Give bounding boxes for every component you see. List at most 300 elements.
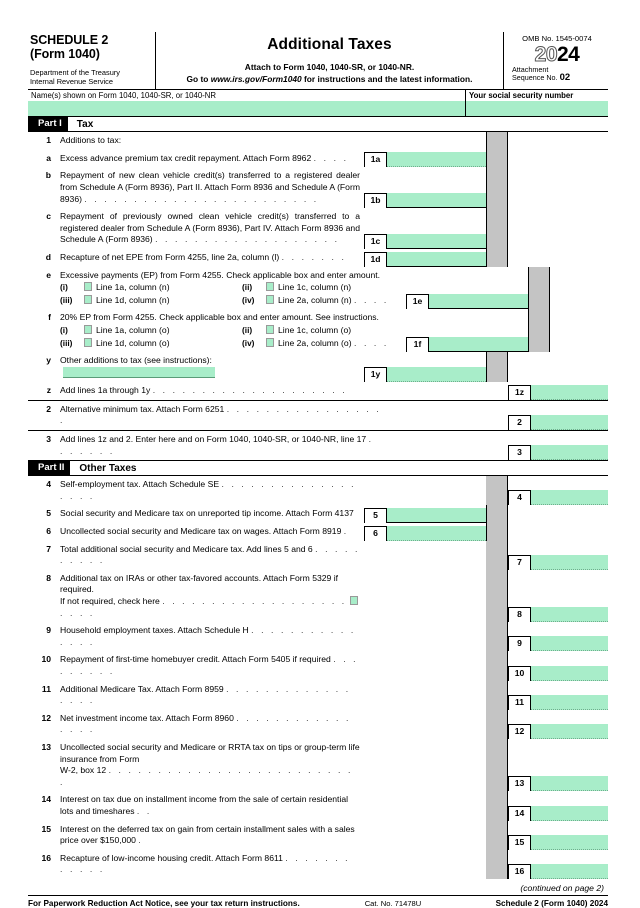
line-1b-outer-col: [508, 167, 608, 208]
leader-dots: .: [138, 835, 144, 846]
part-1-header: [28, 117, 608, 132]
option-i-label: Line 1a, column (n): [96, 282, 170, 293]
blank: [550, 337, 640, 352]
blank: [508, 152, 608, 167]
line-16-outer-col: [508, 850, 608, 879]
line-6-inner-col: [364, 523, 486, 541]
line-13-number: 13: [41, 741, 51, 752]
line-3-number: 3: [46, 434, 51, 445]
line-1b-inner-col: [364, 167, 486, 208]
line-8-outer-col: [508, 570, 608, 622]
line-8-amount-input[interactable]: [531, 607, 608, 622]
line-1z-amount-input[interactable]: [531, 385, 608, 400]
line-7-inner-col: [364, 541, 486, 570]
leader-dots: . . . . . . . . . .: [60, 543, 360, 566]
form-header: [28, 32, 608, 90]
line-4-amount-input[interactable]: [531, 490, 608, 505]
line-4-inner-col: [364, 476, 486, 505]
sequence-label: Sequence No.: [512, 73, 560, 83]
line-7-description-cell: [28, 541, 364, 570]
line-15-outer-col: [508, 821, 608, 850]
blank: [508, 252, 608, 267]
checkbox-icon[interactable]: [266, 325, 274, 334]
gray-band: [486, 476, 508, 505]
line-9-description-cell: [28, 622, 364, 651]
line-1a-box-label: 1a: [364, 152, 387, 167]
line-15-label: Interest on the deferred tax on gain from certain installment sales with a sales price over $150,000: [60, 823, 355, 846]
blank: [508, 193, 608, 208]
form-number: (Form 1040): [30, 46, 100, 61]
line-1e-options-row-2: [60, 295, 424, 307]
line-1y-outer-col: [508, 352, 608, 382]
line-14-inner-col: [364, 791, 486, 820]
line-15-number: 15: [41, 823, 51, 834]
gray-band: [486, 821, 508, 850]
line-9-label: Household employment taxes. Attach Schedule H: [60, 625, 249, 636]
footer-form-id: Schedule 2 (Form 1040) 2024: [495, 898, 608, 908]
table-row: [28, 523, 608, 541]
gray-band: [486, 523, 508, 541]
line-10-description-cell: [28, 651, 364, 680]
gray-band: [486, 850, 508, 879]
gray-band: [486, 541, 508, 570]
line-8-text: [60, 573, 360, 619]
table-row: [28, 681, 608, 710]
line-1z-text: [60, 385, 382, 397]
leader-dots: . . . . . . . . . . . . . . . . . . . .: [152, 385, 348, 396]
line-1z-description-cell: [28, 382, 386, 400]
line-9-inner-col: [364, 622, 486, 651]
table-row: [28, 622, 608, 651]
gray-band: [486, 570, 508, 622]
line-5-number: 5: [46, 508, 51, 519]
line-1z-label: Add lines 1a through 1y: [60, 385, 151, 396]
option-iv-label: Line 2a, column (o): [278, 337, 352, 348]
checkbox-icon[interactable]: [266, 338, 274, 347]
line-15-text: [60, 824, 360, 847]
schedule-title: [30, 34, 149, 61]
line-1y-description-cell: [28, 352, 364, 382]
table-row: [28, 739, 608, 791]
part-1-title: Tax: [76, 118, 94, 130]
line-12-box-label: 12: [508, 724, 531, 739]
line-10-text: [60, 654, 360, 677]
line-1e-box-label: 1e: [406, 294, 429, 309]
line-1e-inner-col: [406, 267, 528, 310]
line-12-number: 12: [41, 712, 51, 723]
gray-band: [486, 249, 508, 267]
gray-band: [486, 150, 508, 168]
line-3-label: Add lines 1z and 2. Enter here and on Form 1040, 1040-SR, or 1040-NR, line 17: [60, 434, 367, 445]
line-13-amount-input[interactable]: [531, 776, 608, 791]
line-1e-label: Excessive payments (EP) from Form 4255. Check applicable box and enter amount.: [60, 269, 381, 280]
header-left-block: [28, 32, 156, 89]
line-1-description-cell: [28, 132, 364, 150]
line-1f-amount-input[interactable]: [429, 337, 528, 352]
line-1e-outer-col: [550, 267, 640, 310]
line-1e-amount-input[interactable]: [429, 294, 528, 309]
line-8-label-2: [60, 596, 360, 619]
line-1b-description-cell: [28, 167, 364, 208]
attach-instruction: Attach to Form 1040, 1040-SR, or 1040-NR.: [244, 62, 415, 72]
line-1y-label: Other additions to tax (see instructions):: [60, 355, 212, 366]
blank: [550, 294, 640, 309]
table-row: [28, 132, 608, 150]
tax-year-prefix: 20: [534, 43, 557, 66]
line-10-outer-col: [508, 651, 608, 680]
line-6-box-label: 6: [364, 526, 387, 541]
blank: [508, 367, 608, 382]
line-1c-text: [60, 211, 360, 246]
name-label: Name(s) shown on Form 1040, 1040-SR, or 1040-NR: [31, 91, 217, 101]
line-1d-text: [60, 252, 360, 264]
table-row: [28, 505, 608, 523]
attachment-sequence: [508, 66, 606, 82]
leader-dots: . . . . . . . . . . . . . . . . .: [60, 403, 382, 426]
table-row: [28, 167, 608, 208]
line-6-description-cell: [28, 523, 364, 541]
line-6-number: 6: [46, 526, 51, 537]
blank: [508, 508, 608, 523]
line-1f-label: 20% EP from Form 4255. Check applicable box and enter amount. See instructions.: [60, 312, 379, 323]
ssn-cell: [466, 90, 608, 116]
gray-band: [486, 132, 508, 150]
blank: [508, 234, 608, 249]
line-2-inner-col: [386, 401, 508, 430]
line-12-inner-col: [364, 710, 486, 739]
line-1c-label: Repayment of previously owned clean vehicle credit(s) transferred to a registered dealer from Schedule A (Form 8936), Part IV. Attach Form 8936 and Schedule A (Form 8936): [60, 211, 360, 245]
table-row: [28, 710, 608, 739]
gray-band: [486, 791, 508, 820]
line-1f-option-ii[interactable]: [242, 325, 424, 337]
line-2-amount-input[interactable]: [531, 415, 608, 430]
line-11-label: Additional Medicare Tax. Attach Form 8959: [60, 683, 224, 694]
line-4-description-cell: [28, 476, 364, 505]
gray-band: [486, 505, 508, 523]
table-row: [28, 821, 608, 850]
line-11-amount-input[interactable]: [531, 695, 608, 710]
checkbox-icon[interactable]: [84, 295, 92, 304]
name-cell: [28, 90, 466, 116]
line-12-outer-col: [508, 710, 608, 739]
leader-dots: . . . . . . . . . . . . . . . . . .: [60, 479, 357, 501]
option-iii-label: Line 1d, column (o): [96, 337, 170, 348]
omb-block: [504, 32, 608, 89]
table-row: [28, 850, 608, 879]
line-6-text: [60, 526, 360, 538]
line-4-outer-col: [508, 476, 608, 505]
line-8-inner-col: [364, 570, 486, 622]
table-row: [28, 249, 608, 267]
line-6-outer-col: [508, 523, 608, 541]
line-4-text: [60, 479, 360, 502]
goto-suffix: for instructions and the latest information.: [301, 74, 473, 84]
line-5-amount-input[interactable]: [387, 508, 486, 523]
part-2-tag: Part II: [28, 461, 70, 475]
line-1d-number: d: [45, 251, 51, 262]
line-1f-options-row-2: [60, 338, 424, 350]
line-4-box-label: 4: [508, 490, 531, 505]
line-3-box-label: 3: [508, 445, 531, 460]
line-3-inner-col: [386, 431, 508, 460]
sequence-line: [512, 74, 606, 82]
line-1a-description-cell: [28, 150, 364, 168]
option-iii-label: Line 1d, column (n): [96, 294, 170, 305]
ssn-input[interactable]: [466, 101, 608, 116]
line-1f-box-label: 1f: [406, 337, 429, 352]
option-i-label: Line 1a, column (o): [96, 324, 170, 335]
checkbox-icon[interactable]: [84, 282, 92, 291]
line-5-outer-col: [508, 505, 608, 523]
line-1d-outer-col: [508, 249, 608, 267]
option-ii-label: Line 1c, column (n): [278, 282, 352, 293]
line-14-label: Interest on tax due on installment income from the sale of certain residential lots and timeshares: [60, 794, 349, 816]
taxpayer-identification-row: [28, 90, 608, 117]
ssn-label: Your social security number: [469, 91, 574, 101]
leader-dots: . . . .: [353, 294, 389, 305]
line-1e-option-i[interactable]: [60, 282, 242, 294]
tax-year-suffix: 24: [557, 43, 580, 66]
line-2-text: [60, 404, 382, 427]
line-15-inner-col: [364, 821, 486, 850]
department-line-1: Department of the Treasury: [30, 68, 120, 77]
line-1y-write-in-input[interactable]: [63, 367, 215, 378]
schedule-2-form: [28, 32, 608, 908]
line-1z-box-label: 1z: [508, 385, 531, 400]
line-7-amount-input[interactable]: [531, 555, 608, 570]
table-row: [28, 208, 608, 249]
line-14-outer-col: [508, 791, 608, 820]
line-1f-text: [60, 312, 424, 349]
line-13-text: [60, 742, 360, 788]
line-1f-outer-col: [550, 309, 640, 352]
leader-dots: . . . .: [353, 337, 389, 348]
leader-dots: . . . . . . .: [60, 434, 374, 456]
line-13-label-2: [60, 765, 360, 788]
line-1b-text: [60, 170, 360, 205]
line-1e-option-ii[interactable]: [242, 282, 424, 294]
leader-dots: . . . . . . . . . . . . . . . . . . .: [155, 234, 340, 245]
line-1c-box-label: 1c: [364, 234, 387, 249]
blank: [364, 135, 486, 150]
leader-dots: . . . . . . . . . . . . . . . . .: [60, 683, 351, 706]
option-ii-label: Line 1c, column (o): [278, 324, 352, 335]
checkbox-icon[interactable]: [266, 295, 274, 304]
checkbox-icon[interactable]: [84, 338, 92, 347]
line-15-amount-input[interactable]: [531, 835, 608, 850]
goto-instruction: [160, 74, 499, 84]
line-3-amount-input[interactable]: [531, 445, 608, 460]
line-1c-number: c: [46, 211, 51, 222]
gray-band: [486, 651, 508, 680]
line-10-inner-col: [364, 651, 486, 680]
leader-dots: . . . . . . . . . . . .: [60, 852, 351, 875]
line-13-box-label: 13: [508, 776, 531, 791]
line-4-label: Self-employment tax. Attach Schedule SE: [60, 479, 220, 490]
line-9-outer-col: [508, 622, 608, 651]
line-1e-description-cell: [28, 267, 406, 310]
leader-dots: . . . .: [313, 152, 349, 163]
option-ii-numeral: (ii): [242, 324, 253, 335]
leader-dots: . . . . . . . . . . . . . . . . . . . . . . .: [60, 596, 347, 618]
line-10-number: 10: [41, 654, 51, 665]
option-iv-numeral: (iv): [242, 294, 255, 305]
line-2-box-label: 2: [508, 415, 531, 430]
line-1e-number: e: [46, 269, 51, 280]
tax-year: [508, 44, 606, 65]
gray-band: [528, 309, 550, 352]
line-16-box-label: 16: [508, 864, 531, 879]
checkbox-icon[interactable]: [350, 596, 358, 605]
line-7-label: Total additional social security and Medicare tax. Add lines 5 and 6: [60, 543, 313, 554]
name-input[interactable]: [28, 101, 465, 116]
leader-dots: . . . . . . . . . . . . . . .: [60, 625, 356, 647]
line-9-box-label: 9: [508, 636, 531, 651]
line-1b-box-label: 1b: [364, 193, 387, 208]
line-7-number: 7: [46, 543, 51, 554]
line-13-label-2-text: W-2, box 12: [60, 765, 107, 776]
continued-note: (continued on page 2): [28, 879, 608, 896]
checkbox-icon[interactable]: [266, 282, 274, 291]
gray-band: [486, 710, 508, 739]
line-1e-option-iii[interactable]: [60, 295, 242, 307]
line-14-description-cell: [28, 791, 364, 820]
line-10-label: Repayment of first-time homebuyer credit. Attach Form 5405 if required: [60, 654, 331, 665]
line-1z-outer-col: [508, 382, 608, 400]
line-9-amount-input[interactable]: [531, 636, 608, 651]
line-16-inner-col: [364, 850, 486, 879]
line-1a-inner-col: [364, 150, 486, 168]
line-8-number: 8: [46, 572, 51, 583]
irs-url[interactable]: www.irs.gov/Form1040: [210, 74, 302, 84]
line-1y-box-label: 1y: [364, 367, 387, 382]
line-16-amount-input[interactable]: [531, 864, 608, 879]
line-11-inner-col: [364, 681, 486, 710]
leader-dots: . . . . . . . . . . . . . . . . . . . . . . . . . .: [60, 765, 353, 787]
line-14-amount-input[interactable]: [531, 806, 608, 821]
line-2-number: 2: [46, 403, 51, 414]
line-1b-number: b: [45, 170, 51, 181]
line-5-inner-col: [364, 505, 486, 523]
gray-band: [486, 622, 508, 651]
department-block: [30, 69, 149, 86]
line-1a-amount-input[interactable]: [387, 152, 486, 167]
line-11-text: [60, 684, 360, 707]
line-6-amount-input[interactable]: [387, 526, 486, 541]
line-15-description-cell: [28, 821, 364, 850]
line-1f-option-iv[interactable]: [242, 338, 424, 350]
line-2-outer-col: [508, 401, 608, 430]
line-1y-number: y: [46, 355, 51, 366]
line-1z-inner-col: [386, 382, 508, 400]
line-3-outer-col: [508, 431, 608, 460]
line-10-amount-input[interactable]: [531, 666, 608, 681]
line-12-amount-input[interactable]: [531, 724, 608, 739]
line-1z-number: z: [46, 385, 51, 396]
gray-band: [486, 167, 508, 208]
line-6-label: Uncollected social security and Medicare tax on wages. Attach Form 8919: [60, 526, 342, 537]
line-8-description-cell: [28, 570, 364, 622]
header-center-block: [156, 32, 504, 89]
line-1y-amount-input[interactable]: [387, 367, 486, 382]
line-1b-label: Repayment of new clean vehicle credit(s) transferred to a registered dealer from Schedule A (Form 8936), Part II. Attach Form 8936 and Schedule A (Form 8936): [60, 170, 360, 204]
table-row: [28, 309, 608, 352]
part-2-header: [28, 460, 608, 476]
gray-band: [486, 739, 508, 791]
omb-number: OMB No. 1545-0074: [522, 34, 592, 43]
line-1c-inner-col: [364, 208, 486, 249]
line-1-number: 1: [46, 135, 51, 146]
line-12-text: [60, 713, 360, 736]
line-11-outer-col: [508, 681, 608, 710]
line-9-text: [60, 625, 360, 648]
line-1d-amount-input[interactable]: [387, 252, 486, 267]
line-7-outer-col: [508, 541, 608, 570]
line-1f-description-cell: [28, 309, 406, 352]
line-1d-description-cell: [28, 249, 364, 267]
option-i-numeral: (i): [60, 324, 68, 335]
leader-dots: . . . . . . . . . . . . . . . . . . . . . . . .: [84, 193, 319, 204]
line-5-box-label: 5: [364, 508, 387, 523]
line-3-description-cell: [28, 431, 386, 460]
table-row: [28, 541, 608, 570]
paperwork-notice: For Paperwork Reduction Act Notice, see your tax return instructions.: [28, 898, 300, 908]
line-1f-inner-col: [406, 309, 528, 352]
line-1f-option-i[interactable]: [60, 325, 242, 337]
form-footer: [28, 896, 608, 908]
blank: [508, 135, 608, 150]
line-1c-amount-input[interactable]: [387, 234, 486, 249]
line-12-label: Net investment income tax. Attach Form 8960: [60, 712, 234, 723]
option-i-numeral: (i): [60, 282, 68, 293]
line-1f-option-iii[interactable]: [60, 338, 242, 350]
table-row: [28, 150, 608, 168]
part-2-rows: [28, 476, 608, 879]
line-14-text: [60, 794, 360, 817]
line-14-box-label: 14: [508, 806, 531, 821]
line-1b-amount-input[interactable]: [387, 193, 486, 208]
option-iv-label: Line 2a, column (n): [278, 294, 352, 305]
sequence-number: 02: [559, 72, 571, 84]
line-16-text: [60, 853, 360, 876]
line-1f-number: f: [48, 312, 51, 323]
line-16-label: Recapture of low-income housing credit. Attach Form 8611: [60, 852, 283, 863]
gray-band: [528, 267, 550, 310]
department-line-2: Internal Revenue Service: [30, 76, 113, 86]
leader-dots: . . . . . . .: [281, 251, 347, 262]
line-1e-options-row-1: [60, 282, 424, 294]
line-11-box-label: 11: [508, 695, 531, 710]
line-4-number: 4: [46, 479, 51, 490]
line-8-checkhere-label: If not required, check here: [60, 596, 160, 606]
line-13-inner-col: [364, 739, 486, 791]
checkbox-icon[interactable]: [84, 325, 92, 334]
table-row: [28, 401, 608, 431]
line-1e-option-iv[interactable]: [242, 295, 424, 307]
line-1y-inner-col: [364, 352, 486, 382]
line-13-description-cell: [28, 739, 364, 791]
table-row: [28, 791, 608, 820]
line-1f-options-row-1: [60, 325, 424, 337]
line-12-description-cell: [28, 710, 364, 739]
leader-dots: . . . . . . . . . . . . . . . .: [60, 712, 351, 735]
line-14-number: 14: [41, 794, 51, 805]
table-row: [28, 570, 608, 622]
line-16-number: 16: [41, 852, 51, 863]
table-row: [28, 476, 608, 505]
line-15-box-label: 15: [508, 835, 531, 850]
leader-dots: . . . . . . . . .: [60, 654, 359, 676]
